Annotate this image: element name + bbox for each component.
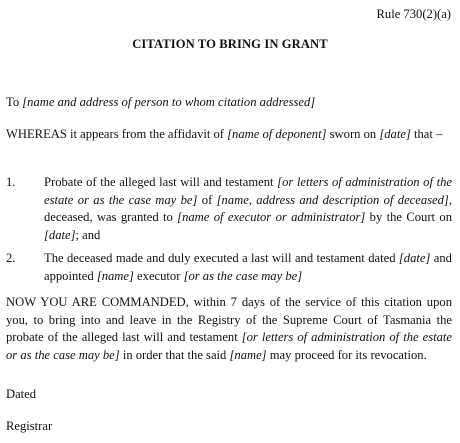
item-text — [44, 250, 452, 285]
item-placeholder: [date] — [44, 227, 76, 242]
registrar-label: Registrar — [6, 419, 53, 433]
whereas-paragraph — [6, 126, 452, 144]
item-placeholder: [name, address and description of deceased] — [216, 192, 449, 207]
addressee-prefix: To — [6, 95, 23, 109]
command-text-2: in order that the said — [119, 347, 230, 362]
item-placeholder: [date] — [398, 251, 431, 265]
whereas-text-1: WHEREAS it appears from the affidavit of — [6, 127, 228, 141]
document-title: CITATION TO BRING IN GRANT — [132, 37, 328, 51]
command-placeholder-2: [name] — [229, 347, 267, 362]
item-number: 1. — [6, 175, 16, 189]
deponent-placeholder: [name of deponent] — [227, 127, 327, 141]
command-paragraph — [6, 294, 452, 364]
whereas-text-3: that – — [410, 127, 443, 141]
addressee-placeholder: [name and address of person to whom citation addressed] — [22, 95, 316, 109]
item-segment: ; and — [75, 227, 101, 242]
command-text-1: NOW YOU ARE COMMANDED, within 7 days of the service of this citation upon you, to bring into and leave in the Registry of the Supreme Court of Tasmania the probate of the alleged last will and testament — [6, 295, 452, 345]
item-segment: Probate of the alleged last will and testament — [44, 175, 278, 189]
item-segment: by the Court on — [365, 210, 452, 225]
item-placeholder: [name of executor or administrator] — [177, 210, 366, 225]
sworn-date-placeholder: [date] — [379, 127, 411, 141]
item-segment: executor — [133, 268, 184, 283]
command-placeholder-1: [or letters of administration of the estate or as the case may be] — [6, 330, 452, 362]
rule-reference: Rule 730(2)(a) — [376, 7, 451, 21]
item-text — [44, 174, 452, 244]
item-segment: and appointed — [44, 251, 452, 283]
item-placeholder: [name] — [96, 268, 134, 283]
item-placeholder: [or as the case may be] — [183, 268, 303, 283]
item-number: 2. — [6, 251, 16, 265]
item-segment: The deceased made and duly executed a last will and testament dated — [44, 251, 399, 265]
item-segment: of — [197, 192, 217, 207]
item-placeholder: [or letters of administration of the estate or as the case may be] — [44, 175, 452, 207]
command-text-3: may proceed for its revocation. — [266, 347, 427, 362]
item-segment: , deceased, was granted to — [44, 192, 452, 225]
whereas-text-2: sworn on — [326, 127, 380, 141]
addressee-line — [6, 94, 452, 112]
dated-label: Dated — [6, 387, 37, 401]
